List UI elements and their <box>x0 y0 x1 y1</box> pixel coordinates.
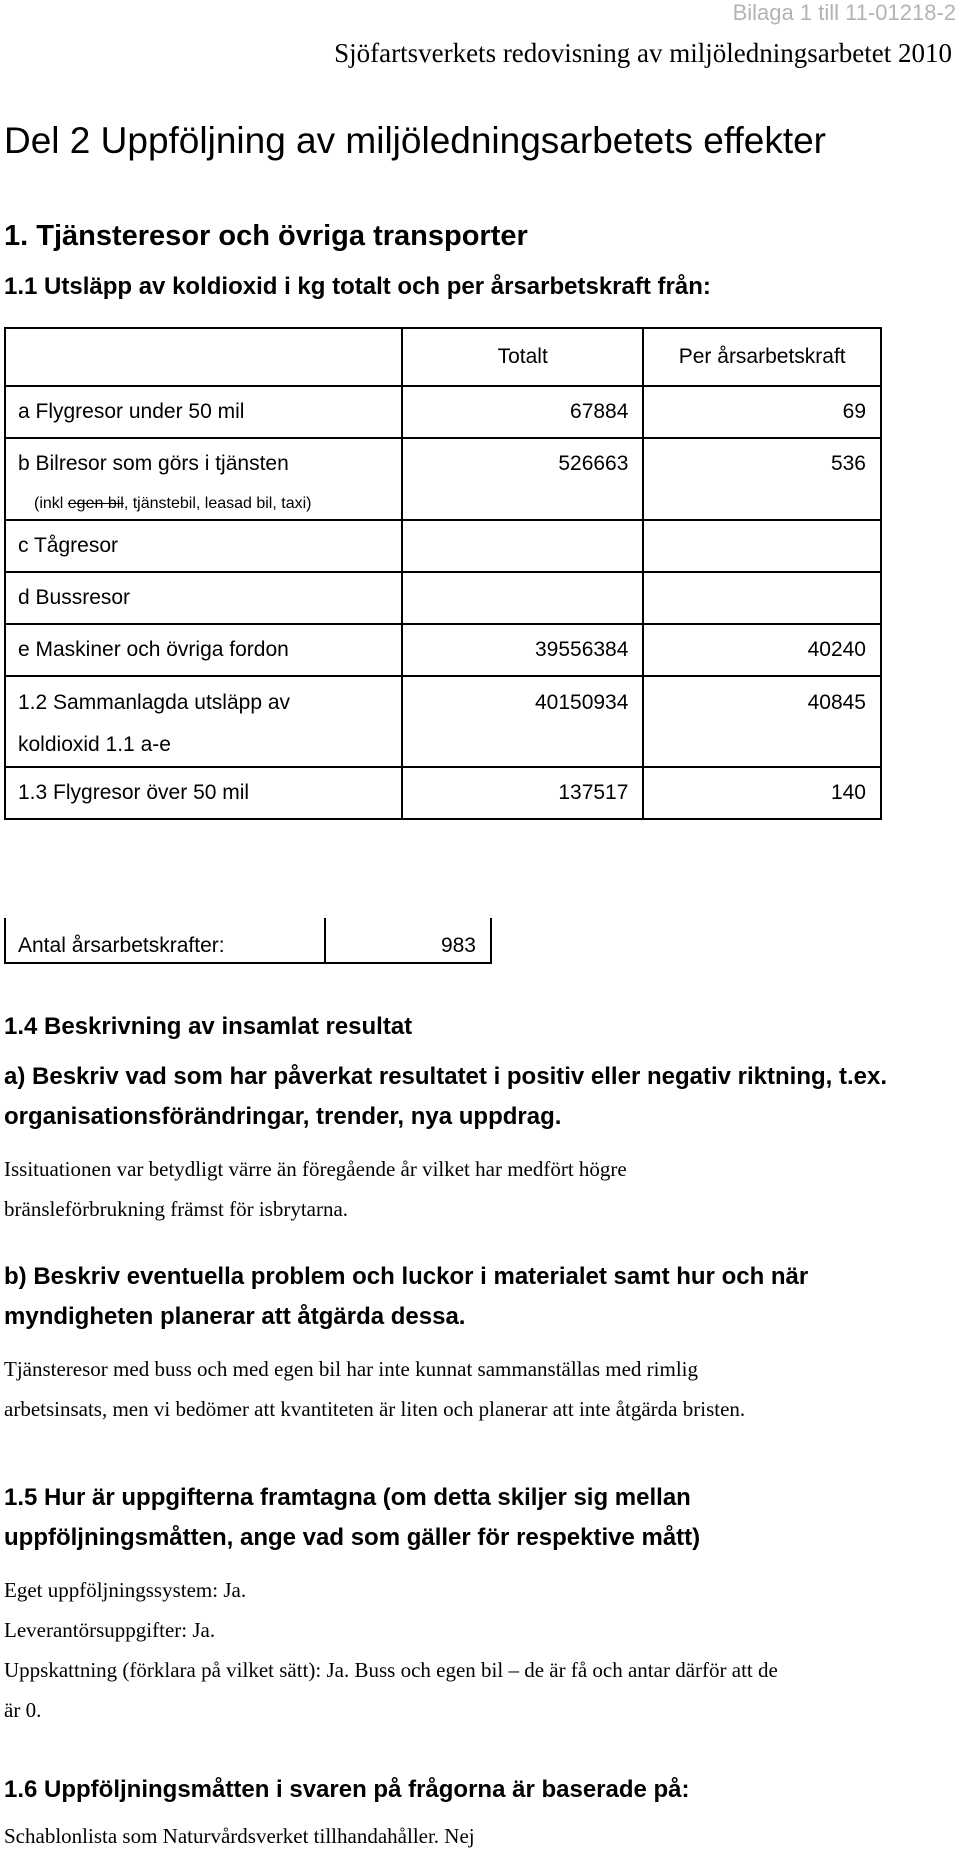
question-a: a) Beskriv vad som har påverkat resultatet i positiv eller negativ riktning, t.ex. organisationsförändringar, trender, nya uppdrag. <box>4 1063 887 1130</box>
table-row <box>5 520 881 572</box>
subsection-title: 1.1 Utsläpp av koldioxid i kg totalt och per årsarbetskraft från: <box>4 273 711 300</box>
row-total <box>402 489 643 520</box>
row-total <box>402 572 643 624</box>
table-header-row <box>5 328 881 386</box>
row-per-fte: 69 <box>643 386 881 438</box>
row-label: d Bussresor <box>5 572 402 624</box>
row-per-fte: 40240 <box>643 624 881 676</box>
row-total: 39556384 <box>402 624 643 676</box>
row-total: 40150934 <box>402 676 643 767</box>
staff-count-divider <box>324 918 326 962</box>
table-note-row <box>5 489 881 520</box>
table-row <box>5 676 881 767</box>
section-title: 1. Tjänsteresor och övriga transporter <box>4 220 528 252</box>
section-1-5 <box>4 1478 954 1730</box>
part-title: Del 2 Uppföljning av miljöledningsarbetets effekter <box>4 120 827 161</box>
report-title: Sjöfartsverkets redovisning av miljöledningsarbetet 2010 <box>334 38 952 68</box>
row-per-fte <box>643 520 881 572</box>
section-1-4 <box>4 1007 954 1429</box>
attachment-reference: Bilaga 1 till 11-01218-2 <box>732 0 956 25</box>
header-total: Totalt <box>402 328 643 386</box>
row-label: 1.2 Sammanlagda utsläpp av koldioxid 1.1 a-e <box>5 676 402 767</box>
row-label: c Tågresor <box>5 520 402 572</box>
row-label: b Bilresor som görs i tjänsten <box>5 438 402 489</box>
row-total: 526663 <box>402 438 643 489</box>
row-label: 1.3 Flygresor över 50 mil <box>5 767 402 819</box>
staff-count-value: 983 <box>440 934 476 957</box>
row-total <box>402 520 643 572</box>
struck-text: egen bil <box>67 495 124 512</box>
row-total: 137517 <box>402 767 643 819</box>
section-1-6 <box>4 1770 954 1856</box>
table-row <box>5 386 881 438</box>
section-1-5-answers: Eget uppföljningssystem: Ja. Leverantörsuppgifter: Ja. Uppskattning (förklara på vilket sätt): Ja. Buss och egen bil – de är få och antar därför att de är 0. <box>4 1578 778 1722</box>
row-per-fte: 536 <box>643 438 881 489</box>
row-label: e Maskiner och övriga fordon <box>5 624 402 676</box>
section-1-6-answer: Schablonlista som Naturvårdsverket tillhandahåller. Nej <box>4 1824 475 1848</box>
row-total: 67884 <box>402 386 643 438</box>
staff-count-box <box>4 918 492 964</box>
row-per-fte <box>643 572 881 624</box>
row-label: a Flygresor under 50 mil <box>5 386 402 438</box>
table-row <box>5 624 881 676</box>
table-row <box>5 572 881 624</box>
row-note: (inkl egen bil, tjänstebil, leasad bil, taxi) <box>5 489 402 520</box>
answer-a: Issituationen var betydligt värre än föregående år vilket har medfört högre bränsleförbrukning främst för isbrytarna. <box>4 1157 627 1221</box>
table-row <box>5 438 881 489</box>
section-1-4-title: 1.4 Beskrivning av insamlat resultat <box>4 1013 413 1040</box>
row-per-fte <box>643 489 881 520</box>
emissions-table <box>4 327 882 820</box>
table-row <box>5 767 881 819</box>
staff-count-label: Antal årsarbetskrafter: <box>18 934 225 957</box>
answer-b: Tjänsteresor med buss och med egen bil har inte kunnat sammanställas med rimlig arbetsinsats, men vi bedömer att kvantiteten är liten och planerar att inte åtgärda bristen. <box>4 1357 746 1421</box>
row-per-fte: 140 <box>643 767 881 819</box>
header-per-fte: Per årsarbetskraft <box>643 328 881 386</box>
row-per-fte: 40845 <box>643 676 881 767</box>
section-1-6-title: 1.6 Uppföljningsmåtten i svaren på frågorna är baserade på: <box>4 1776 690 1803</box>
section-1-5-title: 1.5 Hur är uppgifterna framtagna (om detta skiljer sig mellan uppföljningsmåtten, ange vad som gäller för respektive mått) <box>4 1484 701 1551</box>
question-b: b) Beskriv eventuella problem och luckor i materialet samt hur och när myndigheten planerar att åtgärda dessa. <box>4 1263 809 1330</box>
header-label-cell <box>5 328 402 386</box>
